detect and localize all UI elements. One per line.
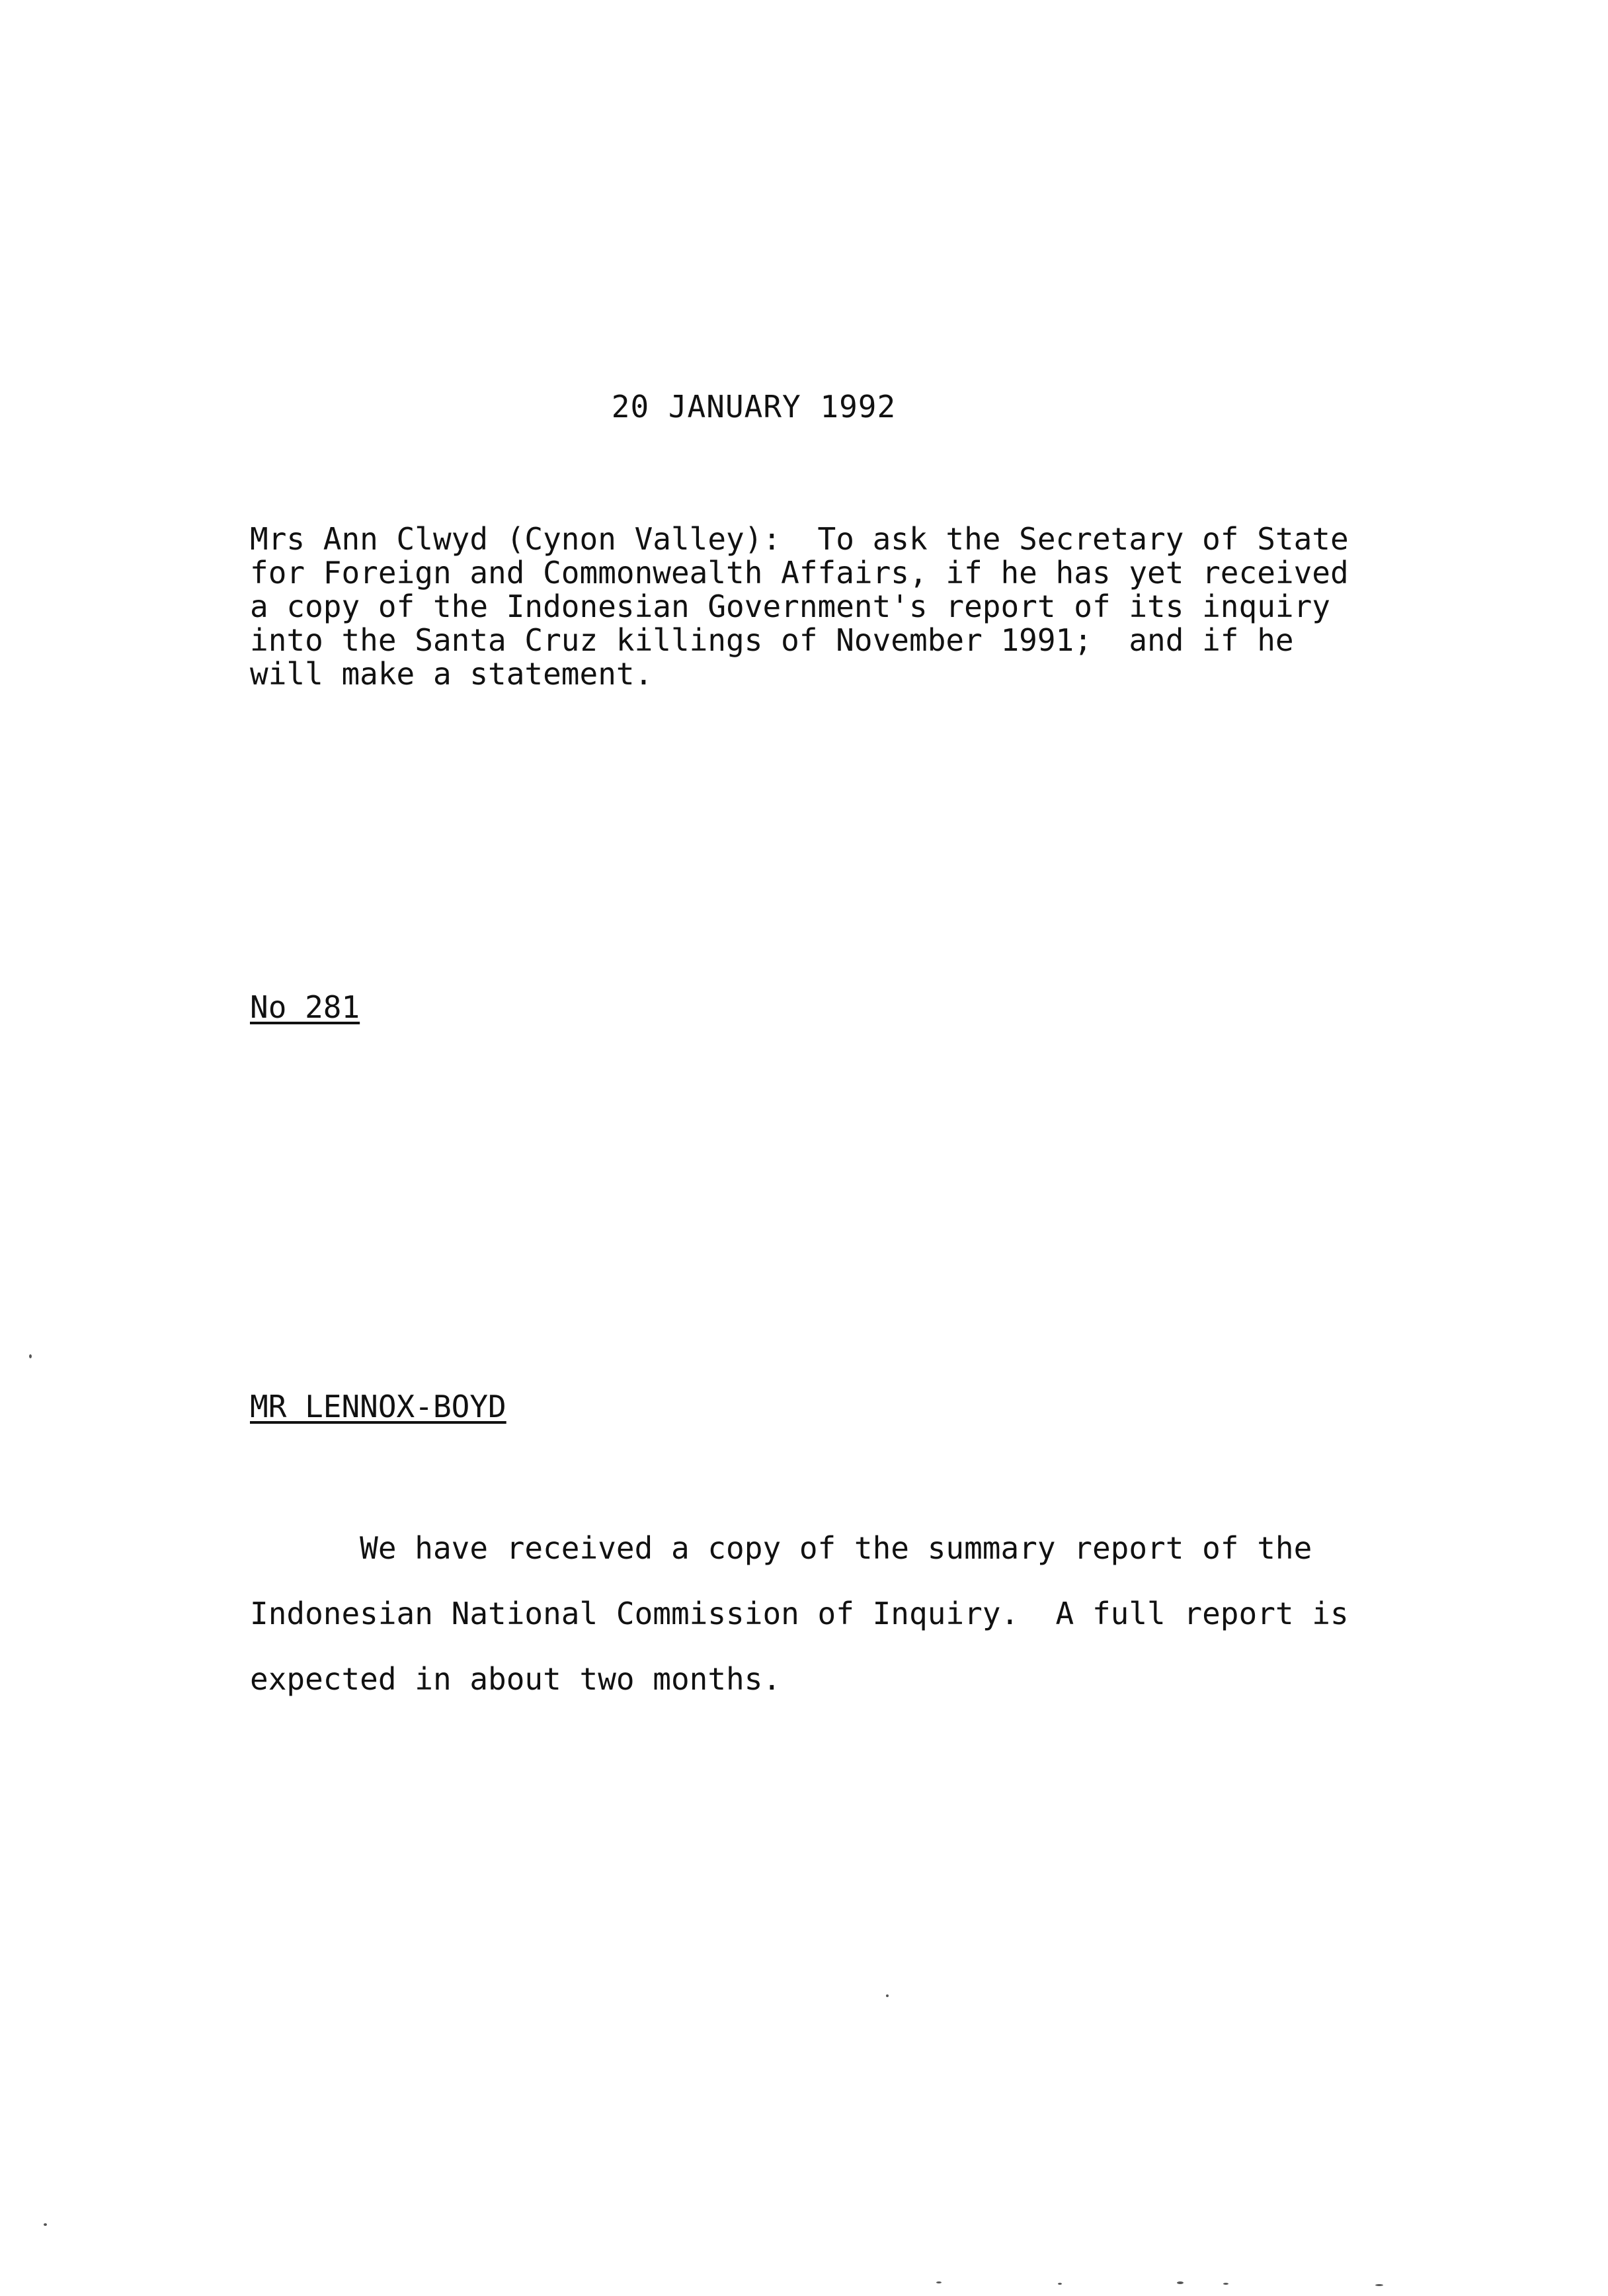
- question-line: will make a statement.: [250, 656, 653, 692]
- scan-speck: [1223, 2283, 1228, 2285]
- answer-line: Indonesian National Commission of Inquiry. A full report is: [250, 1596, 1349, 1631]
- scan-speck: [44, 2223, 47, 2226]
- answering-member: MR LENNOX-BOYD: [250, 1389, 506, 1424]
- scan-speck: [936, 2281, 942, 2283]
- answer-line: We have received a copy of the summary report of the: [250, 1530, 1312, 1566]
- question-line: for Foreign and Commonwealth Affairs, if he has yet received: [250, 555, 1349, 591]
- document-date: 20 JANUARY 1992: [611, 389, 897, 425]
- parliamentary-question: [250, 522, 1453, 691]
- question-line: a copy of the Indonesian Government's report of its inquiry: [250, 589, 1330, 624]
- scan-speck: [1058, 2283, 1062, 2285]
- question-line: into the Santa Cruz killings of November 1991; and if he: [250, 622, 1294, 658]
- scan-speck: [886, 1994, 889, 1997]
- question-line: Mrs Ann Clwyd (Cynon Valley): To ask the Secretary of State: [250, 521, 1349, 557]
- question-number: No 281: [250, 989, 360, 1025]
- answer-text: [250, 1516, 1473, 1712]
- answer-line: expected in about two months.: [250, 1661, 782, 1697]
- scan-speck: [29, 1354, 32, 1358]
- scan-speck: [1375, 2284, 1383, 2286]
- scan-speck: [1177, 2281, 1184, 2284]
